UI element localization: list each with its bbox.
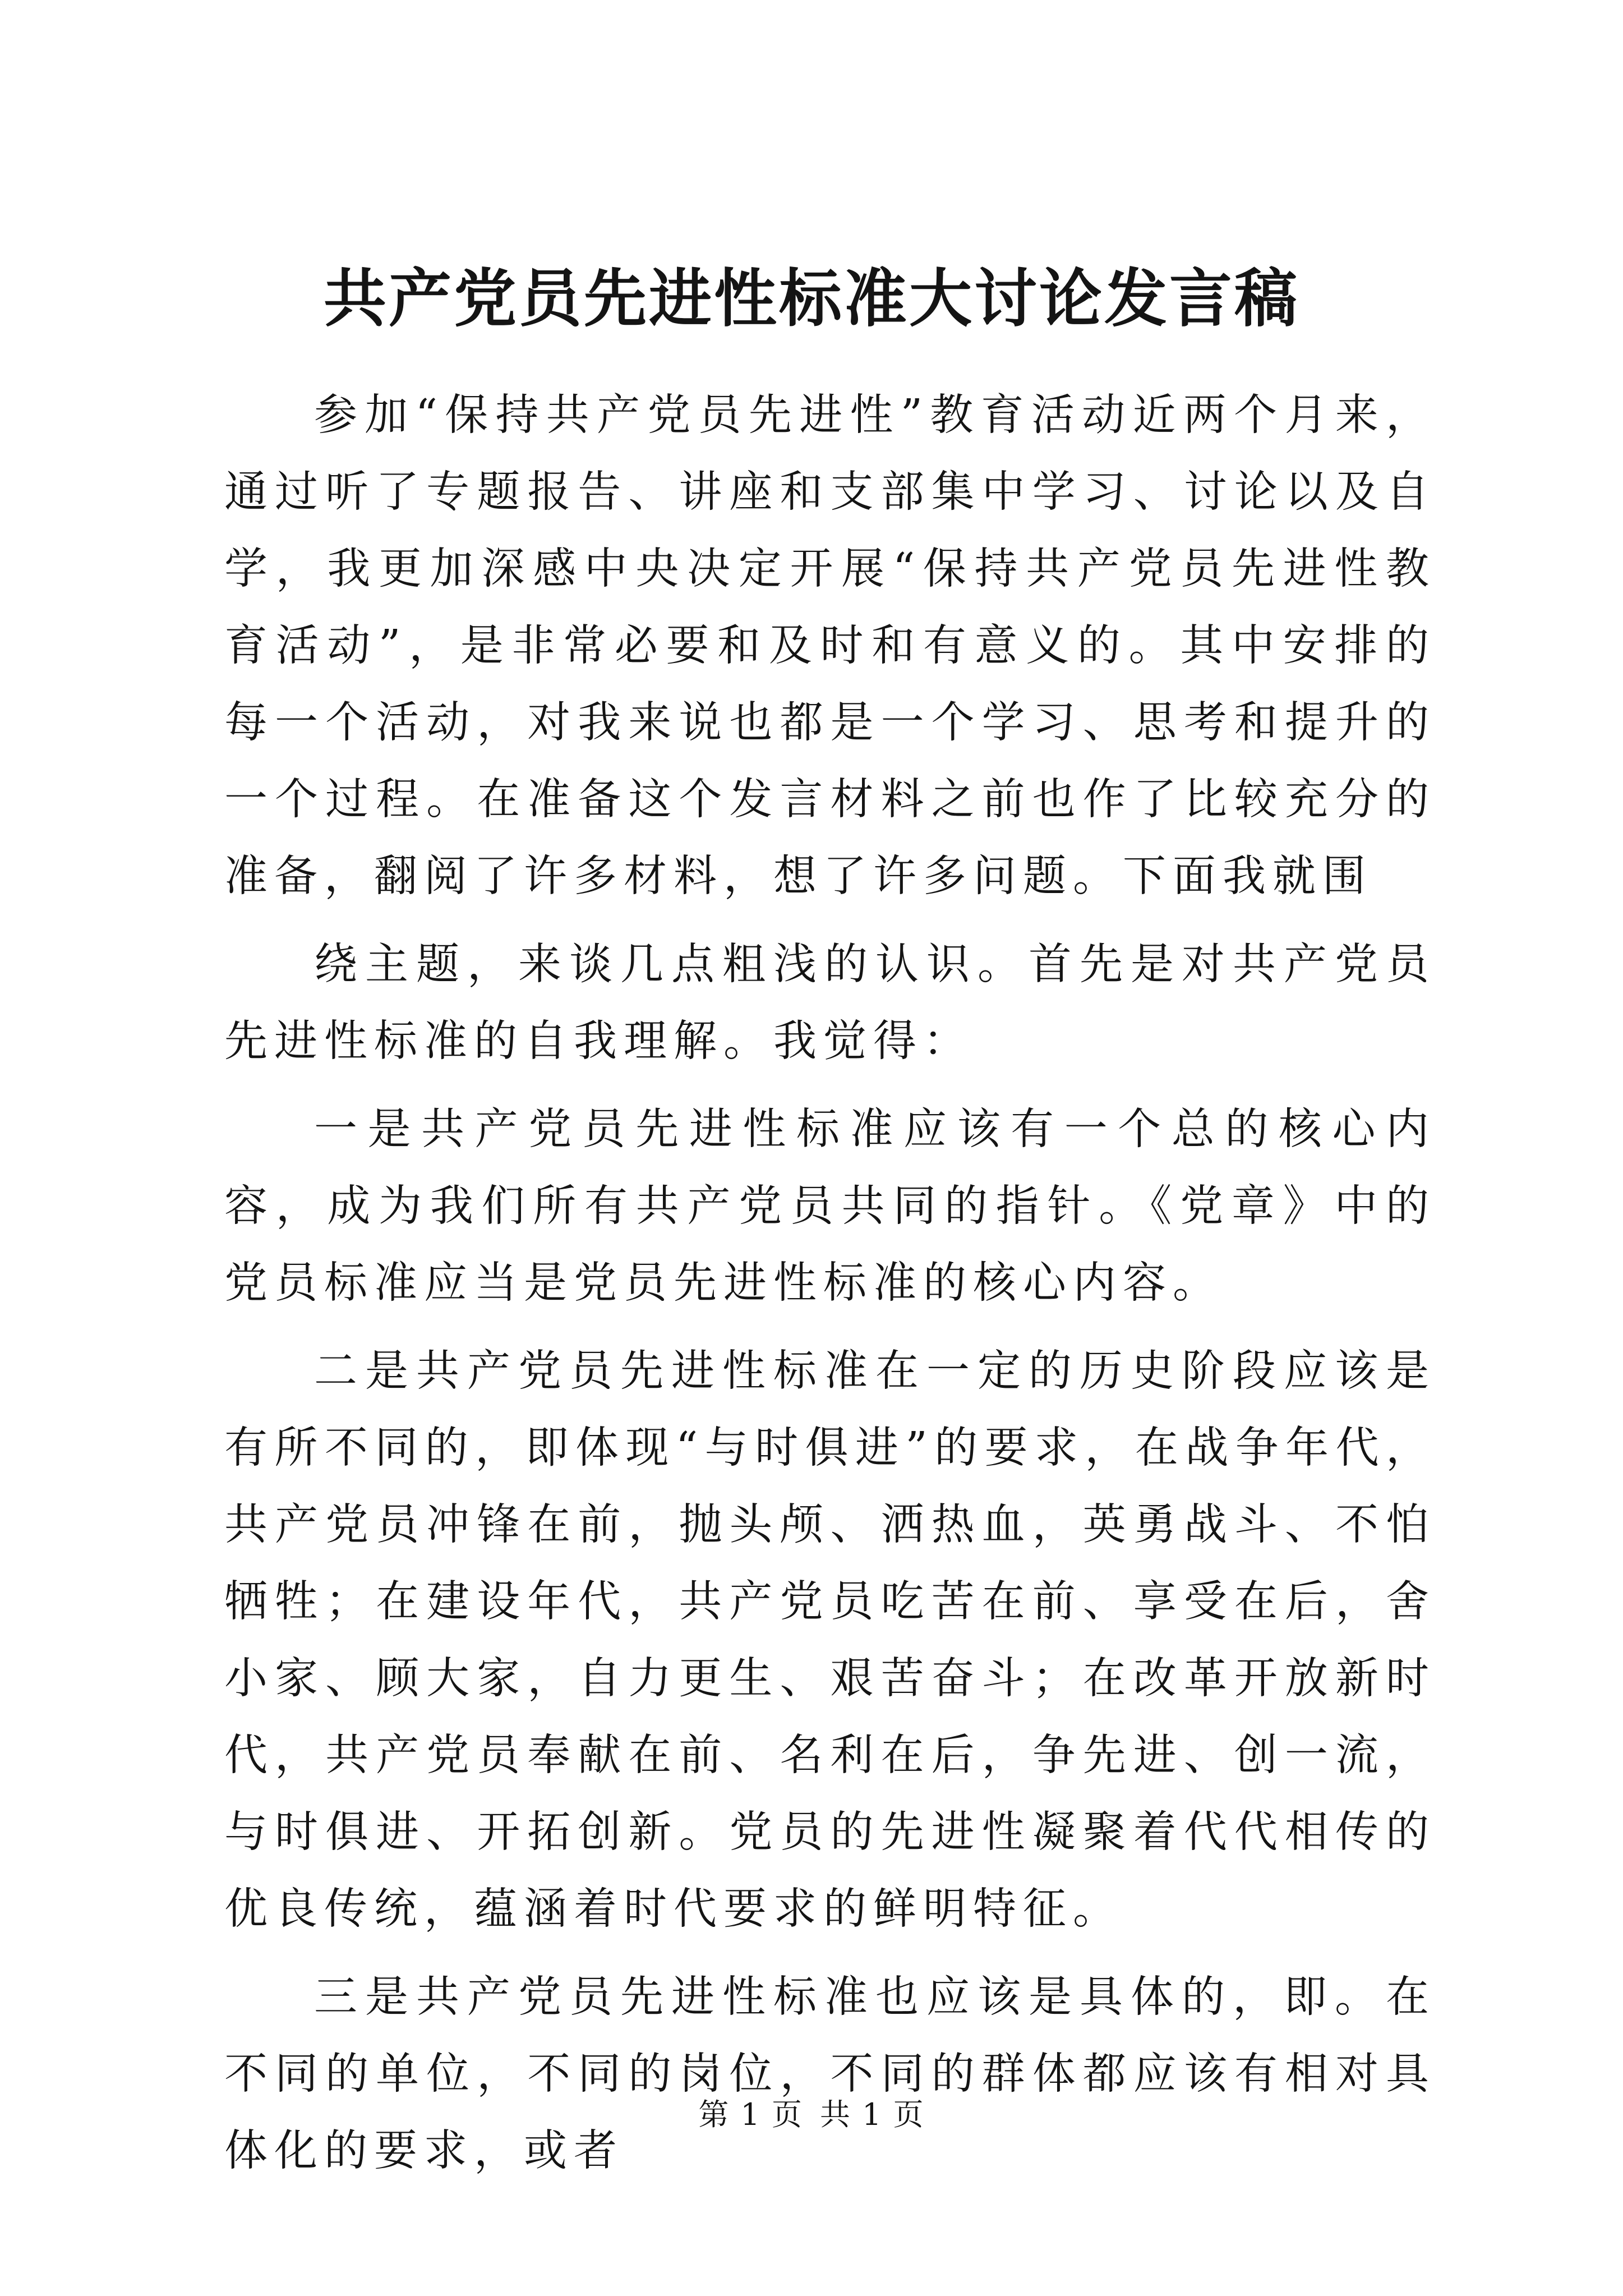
- paragraph: 绕主题，来谈几点粗浅的认识。首先是对共产党员先进性标准的自我理解。我觉得：: [224, 940, 1436, 1066]
- paragraph: 参加“保持共产党员先进性”教育活动近两个月来，通过听了专题报告、讲座和支部集中学习、讨论以及自学，我更加深感中央决定开展“保持共产党员先进性教育活动”，是非常必要和及时和有意义的。其中安排的每一个活动，对我来说也都是一个学习、思考和提升的一个过程。在准备这个发言材料之前也作了比较充分的准备，翻阅了许多材料，想了许多问题。下面我就围: [224, 390, 1436, 901]
- page-total: 共 1 页: [820, 2097, 925, 2132]
- document-title: 共产党员先进性标准大讨论发言稿: [324, 262, 1299, 335]
- paragraph: 三是共产党员先进性标准也应该是具体的，即。在不同的单位，不同的岗位，不同的群体都应该有相对具体化的要求，或者: [224, 1972, 1436, 2176]
- paragraph: 二是共产党员先进性标准在一定的历史阶段应该是有所不同的，即体现“与时俱进”的要求，在战争年代，共产党员冲锋在前，抛头颅、洒热血，英勇战斗、不怕牺牲；在建设年代，共产党员吃苦在前、享受在后，舍小家、顾大家，自力更生、艰苦奋斗；在改革开放新时代，共产党员奉献在前、名利在后，争先进、创一流，与时俱进、开拓创新。党员的先进性凝聚着代代相传的优良传统，蕴涵着时代要求的鲜明特征。: [224, 1346, 1436, 1934]
- page-footer: [0, 2092, 1623, 2137]
- paragraph: 一是共产党员先进性标准应该有一个总的核心内容，成为我们所有共产党员共同的指针。《党章》中的党员标准应当是党员先进性标准的核心内容。: [224, 1105, 1436, 1308]
- page-number: 第 1 页: [698, 2097, 803, 2132]
- document-body: [224, 377, 1436, 2189]
